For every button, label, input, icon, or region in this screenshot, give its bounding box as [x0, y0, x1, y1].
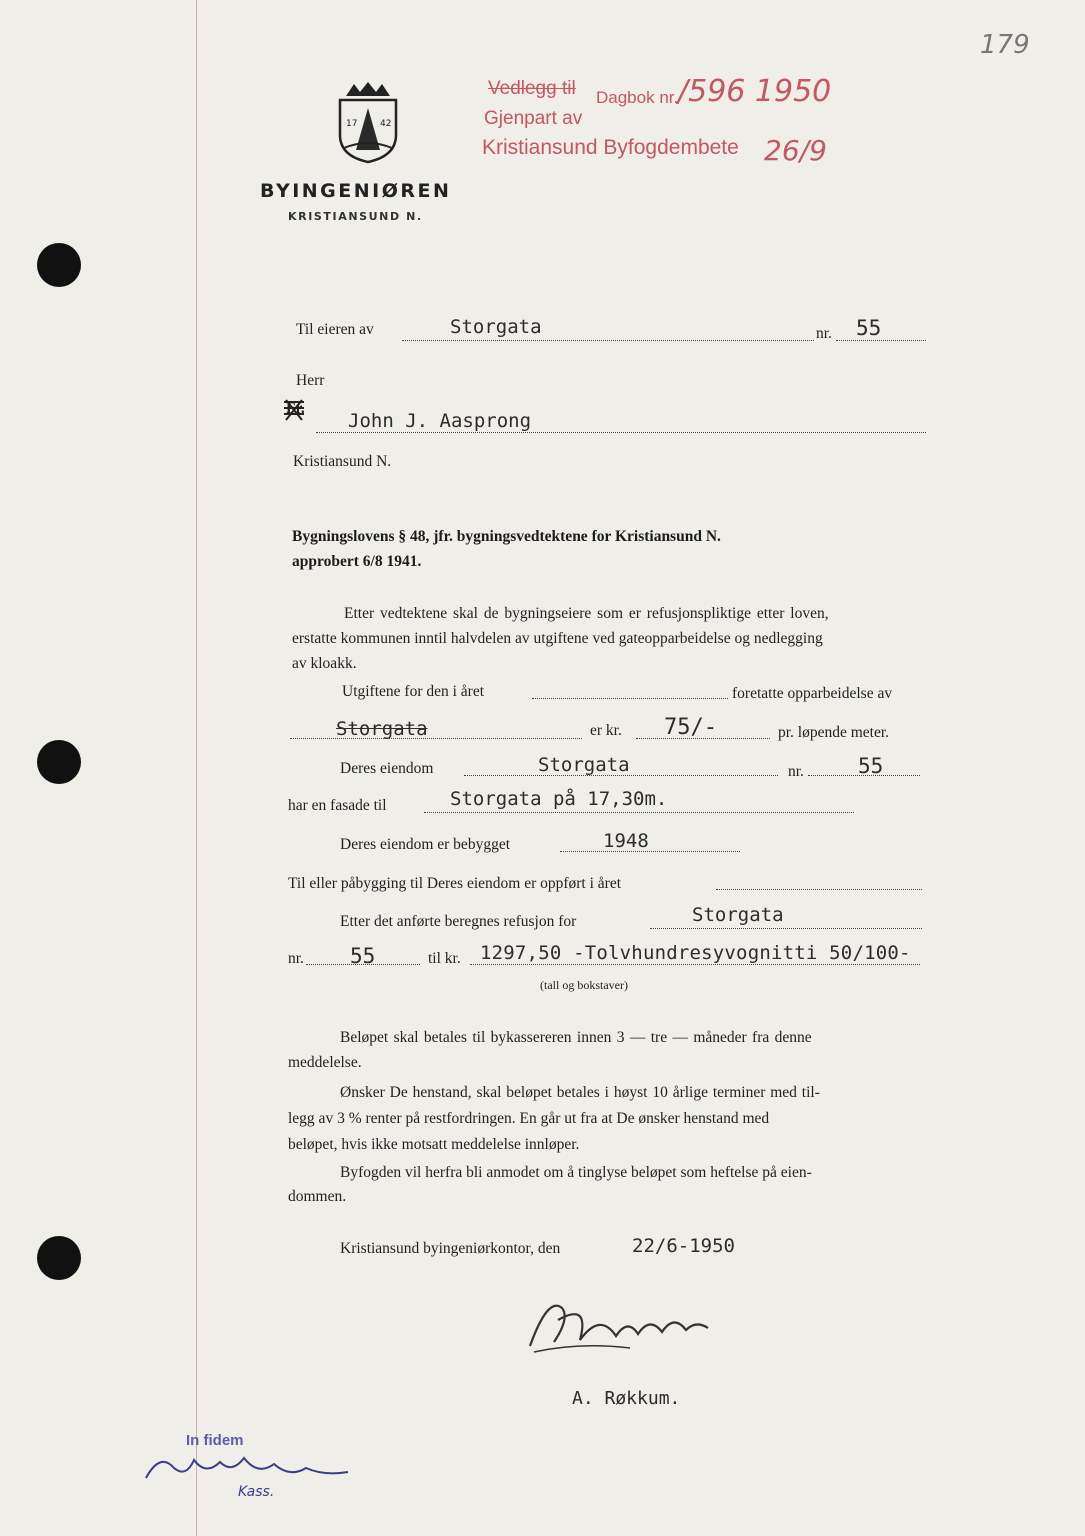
- coat-of-arms-icon: [336, 80, 400, 164]
- stamp-handwritten-date: 26/9: [764, 134, 827, 167]
- property-street: Storgata: [538, 754, 630, 776]
- til-kr-label: til kr.: [428, 950, 461, 967]
- address-nr-label: nr.: [816, 325, 832, 342]
- coat-year-right: 42: [380, 119, 392, 129]
- extension-label: Til eller påbygging til Deres eiendom er oppført i året: [288, 875, 622, 892]
- refund-number: 55: [350, 944, 376, 968]
- law-heading-line1: Bygningslovens § 48, jfr. bygningsvedtektene for Kristiansund N.: [292, 528, 721, 545]
- recipient-name: John J. Aasprong: [348, 410, 532, 432]
- expenses-label: Utgiftene for den i året: [342, 683, 485, 700]
- payment-line: dommen.: [288, 1188, 347, 1205]
- expenses-street: Storgata: [336, 718, 428, 740]
- letterhead-title: BYINGENIØREN: [260, 180, 452, 202]
- strike-mark-icon: [282, 398, 306, 422]
- in-fidem-stamp: In fidem: [186, 1432, 244, 1449]
- recipient-city: Kristiansund N.: [293, 453, 392, 470]
- to-owner-label: Til eieren av: [296, 321, 374, 338]
- property-nr-label: nr.: [788, 763, 804, 780]
- stamp-handwritten-number: /596 1950: [678, 74, 832, 109]
- herr-label: Herr: [296, 372, 325, 389]
- facade-value: Storgata på 17,30m.: [450, 788, 668, 810]
- er-kr-label: er kr.: [590, 722, 622, 739]
- payment-line: Ønsker De henstand, skal beløpet betales i høyst 10 årlige terminer med til-: [340, 1084, 820, 1101]
- refund-label: Etter det anførte beregnes refusjon for: [340, 913, 577, 930]
- signature-icon: [520, 1290, 720, 1364]
- signer-name: A. Røkkum.: [572, 1388, 681, 1409]
- page-number: 179: [980, 30, 1030, 60]
- intro-line3: av kloakk.: [292, 655, 357, 672]
- per-meter-label: pr. løpende meter.: [778, 724, 890, 741]
- stamp-copy-label: Gjenpart av: [484, 108, 583, 129]
- intro-line1: Etter vedtektene skal de bygningseiere som er refusjonspliktige etter loven,: [344, 605, 829, 622]
- amount-per-meter: 75/-: [664, 715, 717, 740]
- stamp-struck-label: Vedlegg til: [488, 78, 576, 99]
- closing-place: Kristiansund byingeniørkontor, den: [340, 1240, 561, 1257]
- payment-line: Byfogden vil herfra bli anmodet om å tinglyse beløpet som heftelse på eien-: [340, 1164, 812, 1181]
- closing-date: 22/6-1950: [632, 1235, 735, 1257]
- address-number: 55: [856, 316, 882, 340]
- built-label: Deres eiendom er bebygget: [340, 836, 511, 853]
- punch-hole: [37, 1236, 81, 1280]
- intro-line2: erstatte kommunen inntil halvdelen av utgiftene ved gateopparbeidelse og nedlegging: [292, 630, 823, 647]
- letterhead-city: KRISTIANSUND N.: [288, 210, 423, 223]
- payment-line: meddelelse.: [288, 1054, 362, 1071]
- property-label: Deres eiendom: [340, 760, 434, 777]
- facade-label: har en fasade til: [288, 797, 387, 814]
- coat-year-left: 17: [346, 119, 358, 129]
- address-street: Storgata: [450, 316, 542, 338]
- payment-line: Beløpet skal betales til bykassereren innen 3 — tre — måneder fra denne: [340, 1029, 812, 1046]
- refund-value: 1297,50 -Tolvhundresyvognitti 50/100-: [480, 942, 911, 964]
- bottom-signature-icon: [140, 1448, 354, 1488]
- expenses-tail: foretatte opparbeidelse av: [732, 685, 893, 702]
- punch-hole: [37, 243, 81, 287]
- built-year: 1948: [603, 830, 649, 852]
- property-number: 55: [858, 754, 884, 778]
- margin-line: [196, 0, 197, 1536]
- refund-note: (tall og bokstaver): [540, 978, 628, 992]
- bottom-stamp-sub: Kass.: [238, 1484, 275, 1500]
- payment-line: legg av 3 % renter på restfordringen. En går ut fra at De ønsker henstand med: [288, 1110, 770, 1127]
- punch-hole: [37, 740, 81, 784]
- stamp-office-label: Kristiansund Byfogdembete: [482, 136, 739, 159]
- law-heading-line2: approbert 6/8 1941.: [292, 553, 422, 570]
- stamp-dagbok-label: Dagbok nr.: [596, 88, 679, 107]
- refund-nr-label: nr.: [288, 950, 304, 967]
- refund-street: Storgata: [692, 904, 784, 926]
- payment-line: beløpet, hvis ikke motsatt meddelelse innløper.: [288, 1136, 580, 1153]
